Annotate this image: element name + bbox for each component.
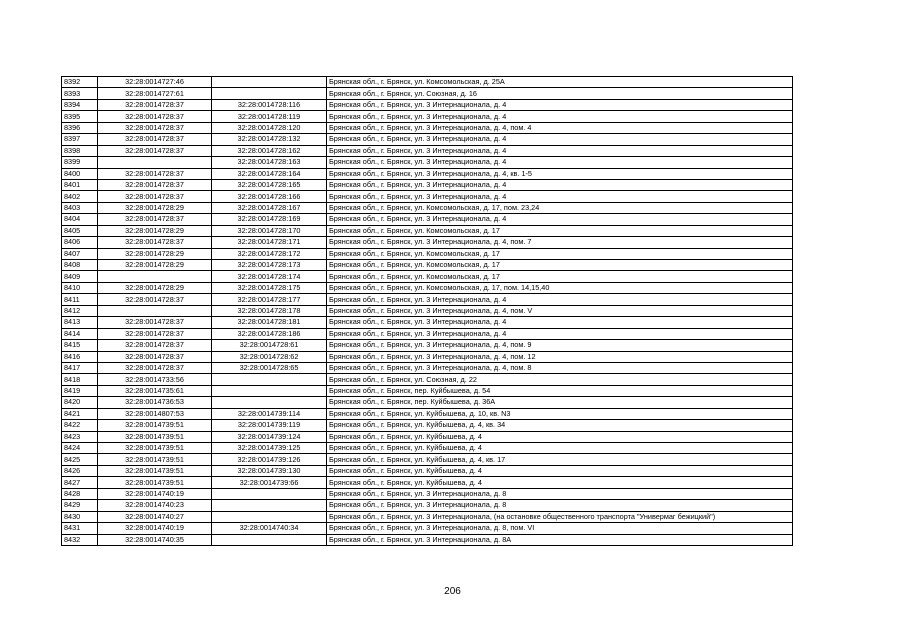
land-cadastral-number-cell: 32:28:0014739:51 xyxy=(98,465,212,476)
row-number-cell: 8409 xyxy=(62,271,98,282)
land-cadastral-number-cell: 32:28:0014740:35 xyxy=(98,534,212,545)
row-number-cell: 8405 xyxy=(62,225,98,236)
table-row xyxy=(62,122,793,133)
building-cadastral-number-cell: 32:28:0014728:162 xyxy=(212,145,327,156)
building-cadastral-number-cell xyxy=(212,385,327,396)
building-cadastral-number-cell xyxy=(212,534,327,545)
address-cell: Брянская обл., г. Брянск, ул. 3 Интернационала, д. 4, пом. 4 xyxy=(327,122,793,133)
address-cell: Брянская обл., г. Брянск, ул. 3 Интернационала, д. 4 xyxy=(327,179,793,190)
address-cell: Брянская обл., г. Брянск, ул. 3 Интернационала, д. 4 xyxy=(327,99,793,110)
building-cadastral-number-cell: 32:28:0014739:119 xyxy=(212,420,327,431)
land-cadastral-number-cell: 32:28:0014740:19 xyxy=(98,523,212,534)
address-cell: Брянская обл., г. Брянск, ул. Куйбышева, д. 4, кв. 34 xyxy=(327,420,793,431)
table-row xyxy=(62,225,793,236)
table-row xyxy=(62,443,793,454)
address-cell: Брянская обл., г. Брянск, ул. 3 Интернационала, д. 4, пом. 8 xyxy=(327,362,793,373)
address-cell: Брянская обл., г. Брянск, ул. 3 Интернационала, д. 4, кв. 1-5 xyxy=(327,168,793,179)
land-cadastral-number-cell: 32:28:0014739:51 xyxy=(98,477,212,488)
address-cell: Брянская обл., г. Брянск, ул. 3 Интернационала, д. 4 xyxy=(327,157,793,168)
table-row xyxy=(62,317,793,328)
row-number-cell: 8432 xyxy=(62,534,98,545)
row-number-cell: 8406 xyxy=(62,237,98,248)
building-cadastral-number-cell: 32:28:0014728:120 xyxy=(212,122,327,133)
address-cell: Брянская обл., г. Брянск, ул. Комсомольская, д. 17 xyxy=(327,260,793,271)
address-cell: Брянская обл., г. Брянск, ул. Комсомольская, д. 17 xyxy=(327,248,793,259)
building-cadastral-number-cell xyxy=(212,488,327,499)
building-cadastral-number-cell: 32:28:0014728:167 xyxy=(212,202,327,213)
land-cadastral-number-cell: 32:28:0014728:37 xyxy=(98,362,212,373)
table-row xyxy=(62,351,793,362)
building-cadastral-number-cell: 32:28:0014728:116 xyxy=(212,99,327,110)
building-cadastral-number-cell: 32:28:0014728:164 xyxy=(212,168,327,179)
address-cell: Брянская обл., г. Брянск, ул. 3 Интернационала, д. 4, пом. 12 xyxy=(327,351,793,362)
land-cadastral-number-cell: 32:28:0014728:29 xyxy=(98,260,212,271)
row-number-cell: 8421 xyxy=(62,408,98,419)
address-cell: Брянская обл., г. Брянск, ул. Куйбышева, д. 4 xyxy=(327,443,793,454)
address-cell: Брянская обл., г. Брянск, ул. Куйбышева, д. 10, кв. N3 xyxy=(327,408,793,419)
row-number-cell: 8392 xyxy=(62,77,98,88)
building-cadastral-number-cell: 32:28:0014739:124 xyxy=(212,431,327,442)
address-cell: Брянская обл., г. Брянск, ул. 3 Интернационала, д. 8 xyxy=(327,500,793,511)
address-cell: Брянская обл., г. Брянск, ул. 3 Интернационала, д. 4 xyxy=(327,134,793,145)
building-cadastral-number-cell: 32:28:0014728:169 xyxy=(212,214,327,225)
row-number-cell: 8426 xyxy=(62,465,98,476)
row-number-cell: 8398 xyxy=(62,145,98,156)
table-row xyxy=(62,271,793,282)
address-cell: Брянская обл., г. Брянск, ул. 3 Интернационала, д. 4, пом. 7 xyxy=(327,237,793,248)
table-row xyxy=(62,99,793,110)
land-cadastral-number-cell: 32:28:0014739:51 xyxy=(98,454,212,465)
address-cell: Брянская обл., г. Брянск, ул. 3 Интернационала, д. 8, пом. VI xyxy=(327,523,793,534)
row-number-cell: 8419 xyxy=(62,385,98,396)
address-cell: Брянская обл., г. Брянск, ул. Комсомольская, д. 17 xyxy=(327,271,793,282)
row-number-cell: 8420 xyxy=(62,397,98,408)
row-number-cell: 8411 xyxy=(62,294,98,305)
address-cell: Брянская обл., г. Брянск, ул. Комсомольская, д. 17 xyxy=(327,225,793,236)
address-cell: Брянская обл., г. Брянск, ул. Куйбышева, д. 4 xyxy=(327,465,793,476)
land-cadastral-number-cell: 32:28:0014735:61 xyxy=(98,385,212,396)
table-row xyxy=(62,397,793,408)
address-cell: Брянская обл., г. Брянск, ул. 3 Интернационала, д. 4 xyxy=(327,191,793,202)
land-cadastral-number-cell: 32:28:0014728:37 xyxy=(98,237,212,248)
table-row xyxy=(62,534,793,545)
table-row xyxy=(62,500,793,511)
building-cadastral-number-cell: 32:28:0014728:173 xyxy=(212,260,327,271)
address-cell: Брянская обл., г. Брянск, ул. Союзная, д. 16 xyxy=(327,88,793,99)
table-row xyxy=(62,157,793,168)
table-row xyxy=(62,214,793,225)
row-number-cell: 8415 xyxy=(62,340,98,351)
row-number-cell: 8417 xyxy=(62,362,98,373)
table-row xyxy=(62,294,793,305)
row-number-cell: 8412 xyxy=(62,305,98,316)
land-cadastral-number-cell: 32:28:0014728:29 xyxy=(98,248,212,259)
building-cadastral-number-cell: 32:28:0014728:171 xyxy=(212,237,327,248)
building-cadastral-number-cell: 32:28:0014739:125 xyxy=(212,443,327,454)
row-number-cell: 8399 xyxy=(62,157,98,168)
land-cadastral-number-cell: 32:28:0014728:37 xyxy=(98,328,212,339)
land-cadastral-number-cell: 32:28:0014728:37 xyxy=(98,214,212,225)
building-cadastral-number-cell: 32:28:0014728:175 xyxy=(212,282,327,293)
building-cadastral-number-cell: 32:28:0014728:119 xyxy=(212,111,327,122)
row-number-cell: 8424 xyxy=(62,443,98,454)
table-row xyxy=(62,385,793,396)
address-cell: Брянская обл., г. Брянск, ул. 3 Интернационала, д. 4 xyxy=(327,317,793,328)
building-cadastral-number-cell: 32:28:0014739:114 xyxy=(212,408,327,419)
row-number-cell: 8425 xyxy=(62,454,98,465)
land-cadastral-number-cell: 32:28:0014740:19 xyxy=(98,488,212,499)
building-cadastral-number-cell: 32:28:0014728:177 xyxy=(212,294,327,305)
table-row xyxy=(62,260,793,271)
table-row xyxy=(62,179,793,190)
land-cadastral-number-cell: 32:28:0014740:27 xyxy=(98,511,212,522)
address-cell: Брянская обл., г. Брянск, ул. Комсомольская, д. 25А xyxy=(327,77,793,88)
table-row xyxy=(62,408,793,419)
table-row xyxy=(62,305,793,316)
address-cell: Брянская обл., г. Брянск, пер. Куйбышева, д. 36А xyxy=(327,397,793,408)
table-row xyxy=(62,340,793,351)
table-row xyxy=(62,477,793,488)
address-cell: Брянская обл., г. Брянск, ул. 3 Интернационала, д. 4, пом. V xyxy=(327,305,793,316)
address-cell: Брянская обл., г. Брянск, ул. 3 Интернационала, д. 4 xyxy=(327,294,793,305)
address-cell: Брянская обл., г. Брянск, ул. 3 Интернационала, (на остановке общественного транспорта "Универмаг бежицкий") xyxy=(327,511,793,522)
building-cadastral-number-cell xyxy=(212,374,327,385)
building-cadastral-number-cell: 32:28:0014728:181 xyxy=(212,317,327,328)
building-cadastral-number-cell: 32:28:0014740:34 xyxy=(212,523,327,534)
address-cell: Брянская обл., г. Брянск, ул. 3 Интернационала, д. 8А xyxy=(327,534,793,545)
row-number-cell: 8394 xyxy=(62,99,98,110)
building-cadastral-number-cell: 32:28:0014728:163 xyxy=(212,157,327,168)
registry-table-body xyxy=(62,77,793,546)
building-cadastral-number-cell xyxy=(212,500,327,511)
table-row xyxy=(62,431,793,442)
building-cadastral-number-cell: 32:28:0014728:172 xyxy=(212,248,327,259)
land-cadastral-number-cell: 32:28:0014733:56 xyxy=(98,374,212,385)
land-cadastral-number-cell: 32:28:0014728:37 xyxy=(98,99,212,110)
row-number-cell: 8408 xyxy=(62,260,98,271)
row-number-cell: 8428 xyxy=(62,488,98,499)
building-cadastral-number-cell: 32:28:0014739:126 xyxy=(212,454,327,465)
page-number: 206 xyxy=(444,586,461,597)
building-cadastral-number-cell: 32:28:0014728:186 xyxy=(212,328,327,339)
address-cell: Брянская обл., г. Брянск, ул. 3 Интернационала, д. 4, пом. 9 xyxy=(327,340,793,351)
table-row xyxy=(62,454,793,465)
table-row xyxy=(62,282,793,293)
building-cadastral-number-cell: 32:28:0014739:130 xyxy=(212,465,327,476)
row-number-cell: 8401 xyxy=(62,179,98,190)
address-cell: Брянская обл., г. Брянск, ул. 3 Интернационала, д. 4 xyxy=(327,111,793,122)
row-number-cell: 8402 xyxy=(62,191,98,202)
land-cadastral-number-cell: 32:28:0014728:29 xyxy=(98,225,212,236)
table-row xyxy=(62,420,793,431)
land-cadastral-number-cell: 32:28:0014728:37 xyxy=(98,351,212,362)
table-row xyxy=(62,374,793,385)
building-cadastral-number-cell xyxy=(212,77,327,88)
row-number-cell: 8416 xyxy=(62,351,98,362)
table-row xyxy=(62,488,793,499)
table-row xyxy=(62,523,793,534)
land-cadastral-number-cell: 32:28:0014728:37 xyxy=(98,122,212,133)
table-row xyxy=(62,77,793,88)
building-cadastral-number-cell: 32:28:0014728:65 xyxy=(212,362,327,373)
building-cadastral-number-cell xyxy=(212,88,327,99)
row-number-cell: 8430 xyxy=(62,511,98,522)
table-row xyxy=(62,111,793,122)
table-row xyxy=(62,202,793,213)
land-cadastral-number-cell: 32:28:0014728:37 xyxy=(98,340,212,351)
land-cadastral-number-cell: 32:28:0014740:23 xyxy=(98,500,212,511)
address-cell: Брянская обл., г. Брянск, ул. Куйбышева, д. 4 xyxy=(327,477,793,488)
table-row xyxy=(62,168,793,179)
row-number-cell: 8414 xyxy=(62,328,98,339)
land-cadastral-number-cell xyxy=(98,305,212,316)
land-cadastral-number-cell: 32:28:0014728:37 xyxy=(98,111,212,122)
land-cadastral-number-cell xyxy=(98,157,212,168)
table-row xyxy=(62,248,793,259)
building-cadastral-number-cell: 32:28:0014728:61 xyxy=(212,340,327,351)
row-number-cell: 8422 xyxy=(62,420,98,431)
land-cadastral-number-cell: 32:28:0014727:46 xyxy=(98,77,212,88)
row-number-cell: 8407 xyxy=(62,248,98,259)
address-cell: Брянская обл., г. Брянск, ул. Союзная, д. 22 xyxy=(327,374,793,385)
table-row xyxy=(62,145,793,156)
address-cell: Брянская обл., г. Брянск, ул. Куйбышева, д. 4 xyxy=(327,431,793,442)
registry-table xyxy=(61,76,793,546)
land-cadastral-number-cell: 32:28:0014739:51 xyxy=(98,443,212,454)
row-number-cell: 8400 xyxy=(62,168,98,179)
land-cadastral-number-cell: 32:28:0014728:37 xyxy=(98,294,212,305)
row-number-cell: 8410 xyxy=(62,282,98,293)
address-cell: Брянская обл., г. Брянск, ул. Комсомольская, д. 17, пом. 14,15,40 xyxy=(327,282,793,293)
building-cadastral-number-cell: 32:28:0014739:66 xyxy=(212,477,327,488)
building-cadastral-number-cell xyxy=(212,511,327,522)
land-cadastral-number-cell: 32:28:0014728:37 xyxy=(98,317,212,328)
land-cadastral-number-cell: 32:28:0014728:37 xyxy=(98,145,212,156)
land-cadastral-number-cell xyxy=(98,271,212,282)
row-number-cell: 8396 xyxy=(62,122,98,133)
table-row xyxy=(62,328,793,339)
building-cadastral-number-cell: 32:28:0014728:174 xyxy=(212,271,327,282)
land-cadastral-number-cell: 32:28:0014728:37 xyxy=(98,168,212,179)
land-cadastral-number-cell: 32:28:0014739:51 xyxy=(98,431,212,442)
row-number-cell: 8431 xyxy=(62,523,98,534)
building-cadastral-number-cell xyxy=(212,397,327,408)
table-row xyxy=(62,191,793,202)
row-number-cell: 8395 xyxy=(62,111,98,122)
row-number-cell: 8427 xyxy=(62,477,98,488)
building-cadastral-number-cell: 32:28:0014728:132 xyxy=(212,134,327,145)
building-cadastral-number-cell: 32:28:0014728:178 xyxy=(212,305,327,316)
building-cadastral-number-cell: 32:28:0014728:170 xyxy=(212,225,327,236)
address-cell: Брянская обл., г. Брянск, ул. 3 Интернационала, д. 4 xyxy=(327,214,793,225)
land-cadastral-number-cell: 32:28:0014728:37 xyxy=(98,191,212,202)
address-cell: Брянская обл., г. Брянск, ул. Комсомольская, д. 17, пом. 23,24 xyxy=(327,202,793,213)
address-cell: Брянская обл., г. Брянск, ул. Куйбышева, д. 4, кв. 17 xyxy=(327,454,793,465)
land-cadastral-number-cell: 32:28:0014727:61 xyxy=(98,88,212,99)
table-row xyxy=(62,465,793,476)
land-cadastral-number-cell: 32:28:0014728:29 xyxy=(98,202,212,213)
row-number-cell: 8393 xyxy=(62,88,98,99)
row-number-cell: 8403 xyxy=(62,202,98,213)
land-cadastral-number-cell: 32:28:0014728:37 xyxy=(98,134,212,145)
row-number-cell: 8413 xyxy=(62,317,98,328)
table-row xyxy=(62,362,793,373)
table-row xyxy=(62,88,793,99)
building-cadastral-number-cell: 32:28:0014728:62 xyxy=(212,351,327,362)
address-cell: Брянская обл., г. Брянск, ул. 3 Интернационала, д. 4 xyxy=(327,145,793,156)
building-cadastral-number-cell: 32:28:0014728:165 xyxy=(212,179,327,190)
table-row xyxy=(62,237,793,248)
address-cell: Брянская обл., г. Брянск, ул. 3 Интернационала, д. 4 xyxy=(327,328,793,339)
land-cadastral-number-cell: 32:28:0014728:29 xyxy=(98,282,212,293)
address-cell: Брянская обл., г. Брянск, ул. 3 Интернационала, д. 8 xyxy=(327,488,793,499)
row-number-cell: 8423 xyxy=(62,431,98,442)
row-number-cell: 8418 xyxy=(62,374,98,385)
land-cadastral-number-cell: 32:28:0014739:51 xyxy=(98,420,212,431)
table-row xyxy=(62,511,793,522)
building-cadastral-number-cell: 32:28:0014728:166 xyxy=(212,191,327,202)
row-number-cell: 8397 xyxy=(62,134,98,145)
land-cadastral-number-cell: 32:28:0014736:53 xyxy=(98,397,212,408)
row-number-cell: 8404 xyxy=(62,214,98,225)
land-cadastral-number-cell: 32:28:0014807:53 xyxy=(98,408,212,419)
table-row xyxy=(62,134,793,145)
address-cell: Брянская обл., г. Брянск, пер. Куйбышева, д. 54 xyxy=(327,385,793,396)
land-cadastral-number-cell: 32:28:0014728:37 xyxy=(98,179,212,190)
row-number-cell: 8429 xyxy=(62,500,98,511)
